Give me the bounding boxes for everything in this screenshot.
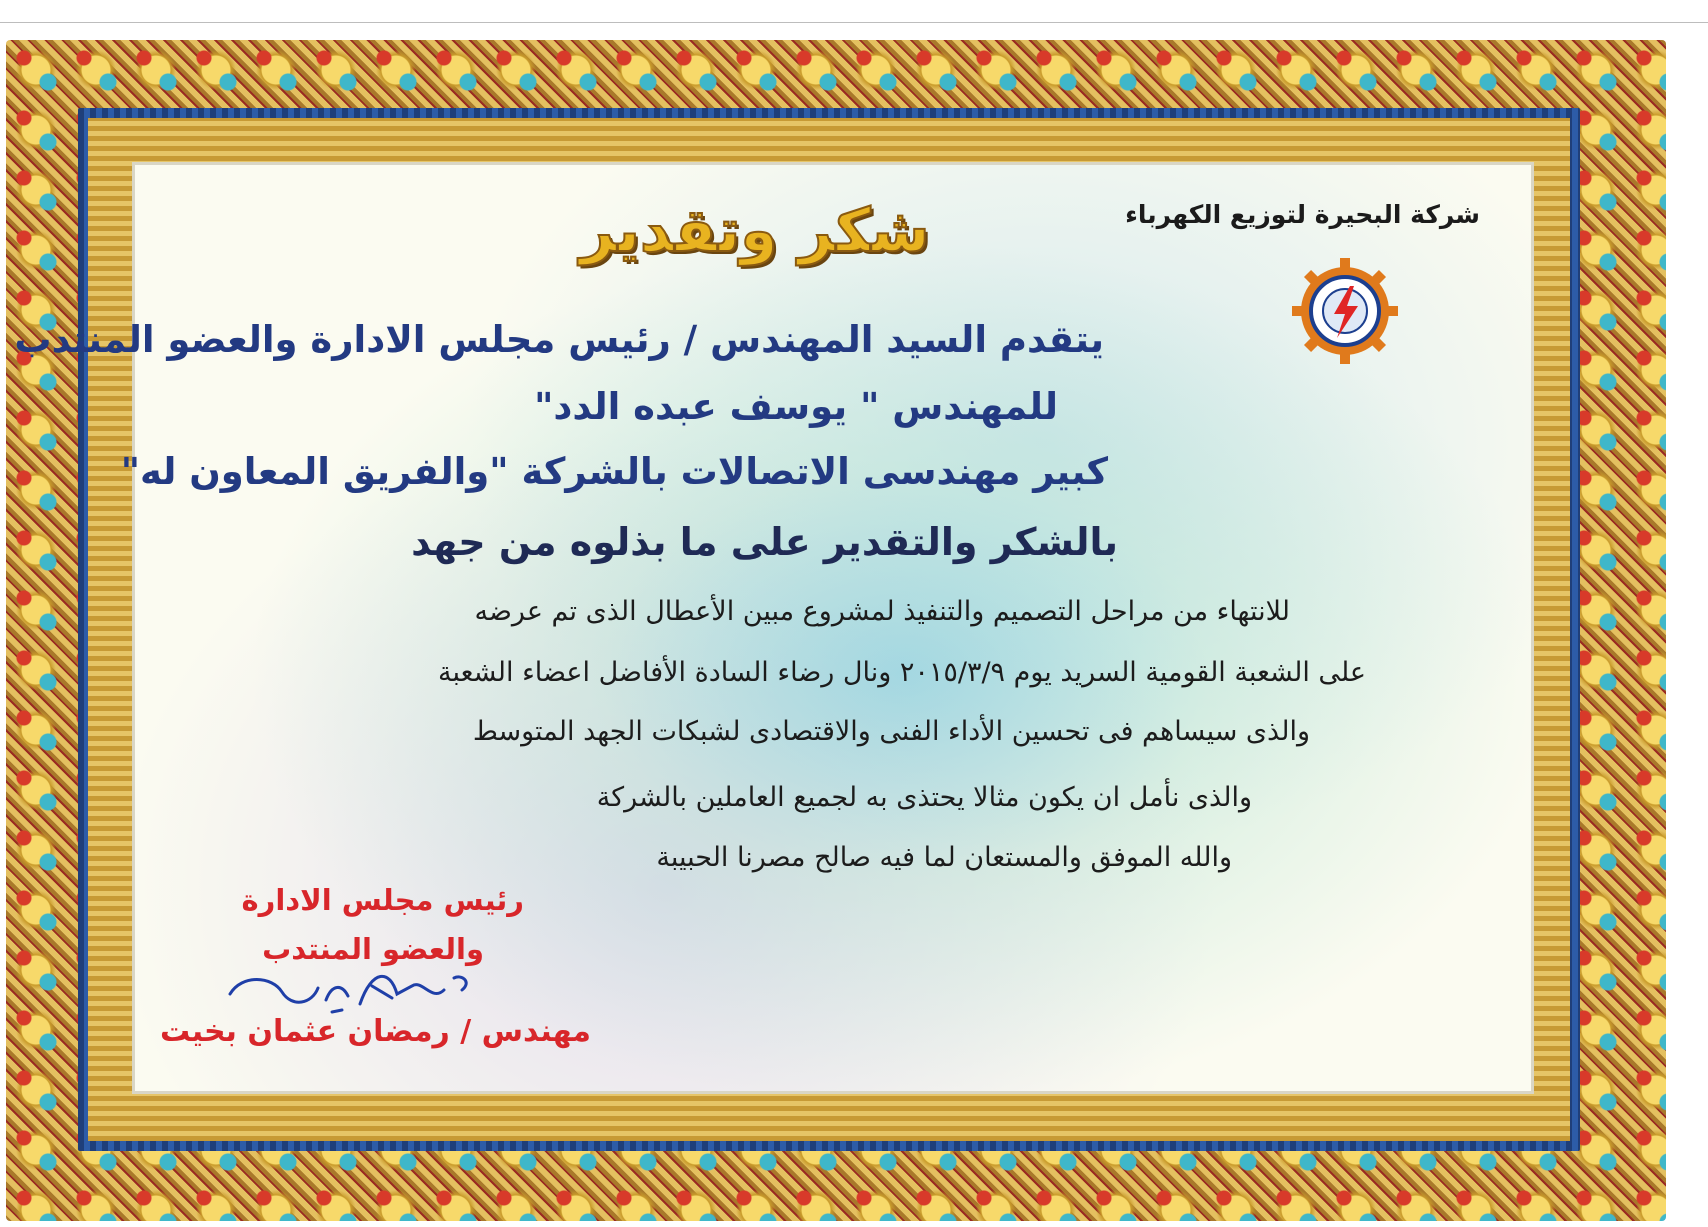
body-line: والله الموفق والمستعان لما فيه صالح مصرنا الحبيبة <box>656 842 1232 873</box>
company-seal-icon <box>1290 256 1400 366</box>
certificate-title: شكر وتقدير <box>580 196 930 266</box>
recipient-line: للمهندس " يوسف عبده الدد" <box>534 385 1058 428</box>
handwritten-signature <box>222 964 482 1020</box>
presenter-line: يتقدم السيد المهندس / رئيس مجلس الادارة والعضو المنتدب <box>14 318 1104 361</box>
top-rule <box>0 22 1708 23</box>
signatory-role-1: رئيس مجلس الادارة <box>241 883 524 917</box>
signatory-name: مهندس / رمضان عثمان بخيت <box>160 1014 591 1049</box>
thanks-line: بالشكر والتقدير على ما بذلوه من جهد <box>411 520 1118 564</box>
body-line: والذى نأمل ان يكون مثالا يحتذى به لجميع العاملين بالشركة <box>596 782 1252 813</box>
signatory-role-2: والعضو المنتدب <box>262 932 484 966</box>
recipient-title-line: كبير مهندسى الاتصالات بالشركة "والفريق المعاون له" <box>120 450 1108 493</box>
body-line: والذى سيساهم فى تحسين الأداء الفنى والاقتصادى لشبكات الجهد المتوسط <box>472 716 1310 747</box>
body-line: للانتهاء من مراحل التصميم والتنفيذ لمشروع مبين الأعطال الذى تم عرضه <box>474 596 1290 627</box>
company-name: شركة البحيرة لتوزيع الكهرباء <box>1125 200 1480 229</box>
body-line: على الشعبة القومية السريد يوم ٢٠١٥/٣/٩ ونال رضاء السادة الأفاضل اعضاء الشعبة <box>438 657 1366 688</box>
